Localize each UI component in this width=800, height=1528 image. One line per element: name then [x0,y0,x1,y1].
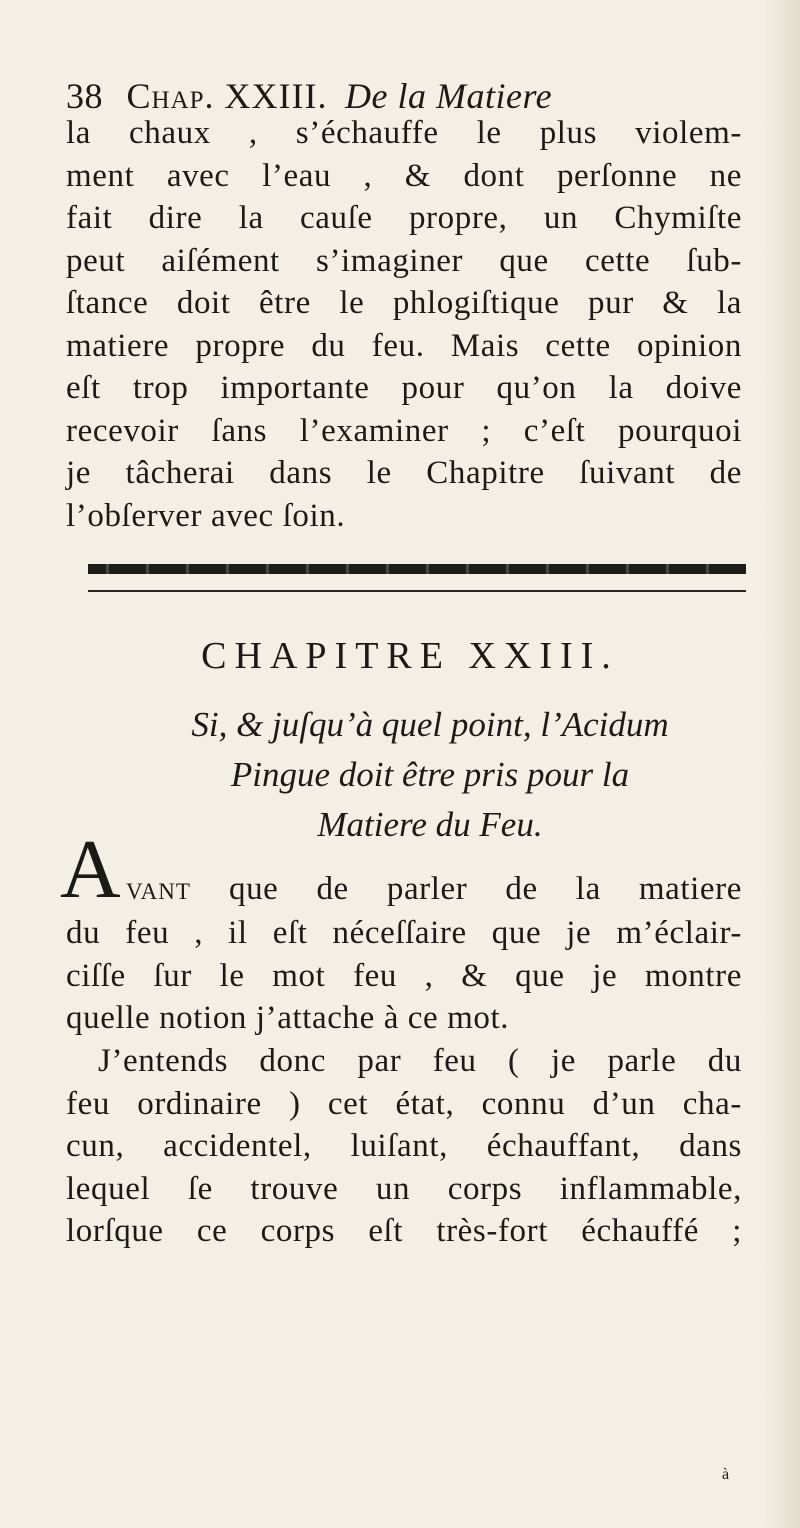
subtitle-line: Si, & juſqu’à quel point, l’Acidum [191,705,669,744]
text-line: J’entends donc par feu ( je parle du [98,1043,742,1079]
text-line: quelle notion j’attache à ce mot. [66,1000,510,1036]
running-head-chapter: Chap. XXIII. [126,76,328,116]
subtitle-line: Matiere du Feu. [317,805,543,844]
paragraph [66,912,742,1040]
text-line: peut aiſément s’imaginer que cette ſub- [66,242,742,279]
text-line: feu ordinaire ) cet état, connu d’un cha- [66,1085,742,1122]
subtitle-line: Pingue doit être pris pour la [230,755,630,794]
first-line [126,868,742,911]
drop-cap: A [60,823,121,916]
chapter-subtitle [90,700,770,850]
text-line: ciſſe ſur le mot feu , & que je montre [66,957,742,994]
text-line: du feu , il eſt néceſſaire que je m’éclair- [66,915,742,951]
page-number: 38 [66,76,103,116]
text-line: la chaux , s’échauffe le plus violem- [66,115,742,151]
text-line: ment avec l’eau , & dont perſonne ne [66,157,742,194]
text-line: lorſque ce corps eſt très-fort échauffé ; [66,1213,742,1249]
text-line: lequel ſe trouve un corps inflammable, [66,1170,742,1207]
text-line: matiere propre du feu. Mais cette opinion [66,327,742,364]
paragraph-continued [66,112,742,537]
text-line: eſt trop importante pour qu’on la doive [66,370,742,406]
text-line: recevoir ſans l’examiner ; c’eſt pourquoi [66,412,742,449]
paragraph [66,1040,742,1253]
text-line: je tâcherai dans le Chapitre ſuivant de [66,455,742,491]
text-line: cun, accidentel, luiſant, échauffant, dans [66,1128,742,1164]
text-line: fait dire la cauſe propre, un Chymiſte [66,200,742,236]
running-head-topic: De la Matiere [345,76,553,116]
text-line: l’obſerver avec ſoin. [66,497,346,534]
chapter-title: CHAPITRE XXIII. [201,635,619,677]
thin-rule [88,590,746,592]
text-line: ſtance doit être le phlogiſtique pur & la [66,285,742,321]
ornamental-rule [88,564,746,574]
first-line-rest: que de parler de la matiere [228,871,742,907]
catchword: à [722,1466,730,1483]
small-caps-word: vant [126,871,191,907]
